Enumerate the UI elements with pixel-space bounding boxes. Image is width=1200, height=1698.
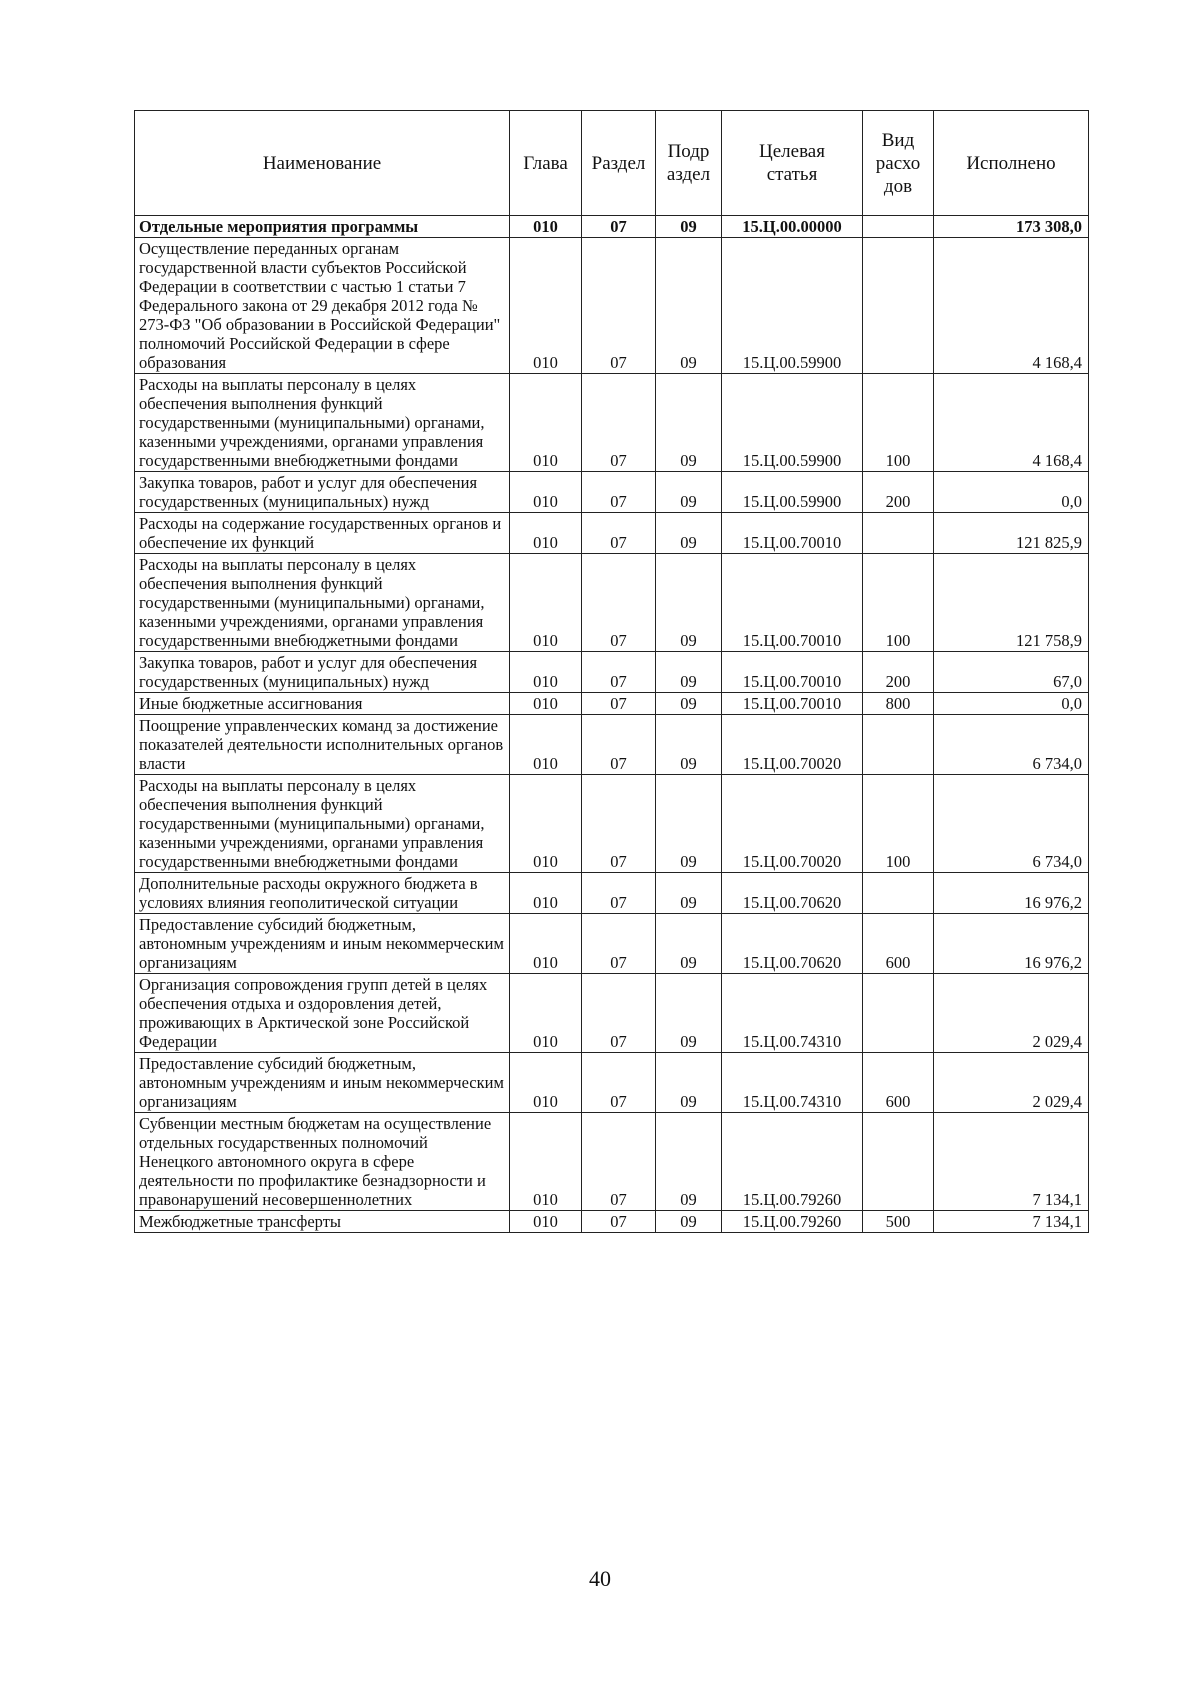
cell-subsection: 09 xyxy=(656,513,722,554)
cell-expense-type: 100 xyxy=(863,554,934,652)
header-name: Наименование xyxy=(135,111,510,216)
cell-section: 07 xyxy=(582,374,656,472)
cell-executed: 2 029,4 xyxy=(934,1053,1089,1113)
cell-target-article: 15.Ц.00.59900 xyxy=(722,374,863,472)
cell-target-article: 15.Ц.00.70010 xyxy=(722,554,863,652)
cell-chapter: 010 xyxy=(510,472,582,513)
cell-subsection: 09 xyxy=(656,1113,722,1211)
cell-section: 07 xyxy=(582,554,656,652)
table-row xyxy=(135,374,1089,472)
cell-target-article: 15.Ц.00.70010 xyxy=(722,513,863,554)
cell-name: Расходы на выплаты персоналу в целях обеспечения выполнения функций государственными (муниципальными) органами, казенными учреждениями, органами управления государственными внебюджетными фондами xyxy=(135,374,510,472)
cell-chapter: 010 xyxy=(510,715,582,775)
cell-expense-type: 600 xyxy=(863,914,934,974)
cell-subsection: 09 xyxy=(656,1053,722,1113)
cell-executed: 173 308,0 xyxy=(934,216,1089,238)
header-section: Раздел xyxy=(582,111,656,216)
cell-section: 07 xyxy=(582,238,656,374)
table-row xyxy=(135,873,1089,914)
cell-subsection: 09 xyxy=(656,472,722,513)
cell-subsection: 09 xyxy=(656,238,722,374)
cell-name: Межбюджетные трансферты xyxy=(135,1211,510,1233)
cell-expense-type: 200 xyxy=(863,472,934,513)
cell-chapter: 010 xyxy=(510,1211,582,1233)
cell-expense-type: 600 xyxy=(863,1053,934,1113)
cell-chapter: 010 xyxy=(510,554,582,652)
cell-chapter: 010 xyxy=(510,374,582,472)
cell-subsection: 09 xyxy=(656,1211,722,1233)
table-header-row xyxy=(135,111,1089,216)
cell-section: 07 xyxy=(582,873,656,914)
cell-subsection: 09 xyxy=(656,914,722,974)
cell-chapter: 010 xyxy=(510,775,582,873)
table-row xyxy=(135,554,1089,652)
cell-subsection: 09 xyxy=(656,775,722,873)
cell-expense-type: 100 xyxy=(863,775,934,873)
cell-executed: 121 758,9 xyxy=(934,554,1089,652)
cell-subsection: 09 xyxy=(656,693,722,715)
cell-name: Расходы на содержание государственных органов и обеспечение их функций xyxy=(135,513,510,554)
cell-name: Иные бюджетные ассигнования xyxy=(135,693,510,715)
table-row xyxy=(135,513,1089,554)
cell-target-article: 15.Ц.00.74310 xyxy=(722,974,863,1053)
cell-section: 07 xyxy=(582,513,656,554)
cell-section: 07 xyxy=(582,216,656,238)
cell-executed: 0,0 xyxy=(934,693,1089,715)
cell-name: Организация сопровождения групп детей в целях обеспечения отдыха и оздоровления детей, проживающих в Арктической зоне Российской Федерации xyxy=(135,974,510,1053)
cell-section: 07 xyxy=(582,693,656,715)
cell-expense-type xyxy=(863,216,934,238)
cell-target-article: 15.Ц.00.70010 xyxy=(722,693,863,715)
cell-executed: 121 825,9 xyxy=(934,513,1089,554)
header-expense-type: Вид расхо дов xyxy=(863,111,934,216)
table-row xyxy=(135,216,1089,238)
cell-expense-type xyxy=(863,513,934,554)
cell-section: 07 xyxy=(582,775,656,873)
cell-target-article: 15.Ц.00.74310 xyxy=(722,1053,863,1113)
cell-executed: 67,0 xyxy=(934,652,1089,693)
cell-target-article: 15.Ц.00.00000 xyxy=(722,216,863,238)
cell-name: Расходы на выплаты персоналу в целях обеспечения выполнения функций государственными (муниципальными) органами, казенными учреждениями, органами управления государственными внебюджетными фондами xyxy=(135,554,510,652)
header-subsection: Подр аздел xyxy=(656,111,722,216)
table-row xyxy=(135,1211,1089,1233)
budget-table xyxy=(134,110,1089,1233)
header-target-article: Целевая статья xyxy=(722,111,863,216)
table-row xyxy=(135,974,1089,1053)
cell-executed: 6 734,0 xyxy=(934,715,1089,775)
cell-chapter: 010 xyxy=(510,914,582,974)
cell-chapter: 010 xyxy=(510,1053,582,1113)
header-chapter: Глава xyxy=(510,111,582,216)
cell-chapter: 010 xyxy=(510,216,582,238)
cell-section: 07 xyxy=(582,472,656,513)
cell-section: 07 xyxy=(582,715,656,775)
cell-target-article: 15.Ц.00.70620 xyxy=(722,873,863,914)
cell-target-article: 15.Ц.00.70020 xyxy=(722,775,863,873)
table-row xyxy=(135,652,1089,693)
cell-name: Осуществление переданных органам государственной власти субъектов Российской Федерации в соответствии с частью 1 статьи 7 Федерального закона от 29 декабря 2012 года № 273-ФЗ "Об образовании в Российской Федерации" полномочий Российской Федерации в сфере образования xyxy=(135,238,510,374)
cell-name: Дополнительные расходы окружного бюджета в условиях влияния геополитической ситуации xyxy=(135,873,510,914)
cell-name: Предоставление субсидий бюджетным, автономным учреждениям и иным некоммерческим организациям xyxy=(135,1053,510,1113)
cell-section: 07 xyxy=(582,1113,656,1211)
budget-sheet xyxy=(134,110,1088,1233)
cell-expense-type xyxy=(863,715,934,775)
cell-executed: 16 976,2 xyxy=(934,914,1089,974)
cell-expense-type: 500 xyxy=(863,1211,934,1233)
cell-executed: 6 734,0 xyxy=(934,775,1089,873)
cell-name: Поощрение управленческих команд за достижение показателей деятельности исполнительных органов власти xyxy=(135,715,510,775)
page-number: 40 xyxy=(589,1566,611,1591)
cell-executed: 4 168,4 xyxy=(934,374,1089,472)
cell-expense-type xyxy=(863,1113,934,1211)
cell-subsection: 09 xyxy=(656,554,722,652)
cell-chapter: 010 xyxy=(510,652,582,693)
cell-name: Предоставление субсидий бюджетным, автономным учреждениям и иным некоммерческим организациям xyxy=(135,914,510,974)
cell-executed: 4 168,4 xyxy=(934,238,1089,374)
cell-expense-type: 100 xyxy=(863,374,934,472)
cell-section: 07 xyxy=(582,974,656,1053)
cell-expense-type xyxy=(863,873,934,914)
header-executed: Исполнено xyxy=(934,111,1089,216)
cell-expense-type: 200 xyxy=(863,652,934,693)
cell-subsection: 09 xyxy=(656,374,722,472)
cell-executed: 7 134,1 xyxy=(934,1211,1089,1233)
table-row xyxy=(135,914,1089,974)
cell-chapter: 010 xyxy=(510,238,582,374)
cell-chapter: 010 xyxy=(510,1113,582,1211)
cell-target-article: 15.Ц.00.59900 xyxy=(722,472,863,513)
table-body xyxy=(135,216,1089,1233)
cell-name: Отдельные мероприятия программы xyxy=(135,216,510,238)
cell-name: Субвенции местным бюджетам на осуществление отдельных государственных полномочий Ненецкого автономного округа в сфере деятельности по профилактике безнадзорности и правонарушений несовершеннолетних xyxy=(135,1113,510,1211)
cell-chapter: 010 xyxy=(510,873,582,914)
cell-chapter: 010 xyxy=(510,513,582,554)
cell-target-article: 15.Ц.00.70620 xyxy=(722,914,863,974)
cell-subsection: 09 xyxy=(656,974,722,1053)
cell-section: 07 xyxy=(582,1053,656,1113)
cell-executed: 2 029,4 xyxy=(934,974,1089,1053)
cell-section: 07 xyxy=(582,914,656,974)
cell-subsection: 09 xyxy=(656,652,722,693)
cell-subsection: 09 xyxy=(656,216,722,238)
cell-name: Закупка товаров, работ и услуг для обеспечения государственных (муниципальных) нужд xyxy=(135,652,510,693)
table-row xyxy=(135,775,1089,873)
cell-section: 07 xyxy=(582,652,656,693)
cell-subsection: 09 xyxy=(656,873,722,914)
cell-target-article: 15.Ц.00.59900 xyxy=(722,238,863,374)
cell-chapter: 010 xyxy=(510,693,582,715)
cell-expense-type: 800 xyxy=(863,693,934,715)
cell-chapter: 010 xyxy=(510,974,582,1053)
cell-target-article: 15.Ц.00.79260 xyxy=(722,1211,863,1233)
cell-expense-type xyxy=(863,238,934,374)
cell-expense-type xyxy=(863,974,934,1053)
cell-subsection: 09 xyxy=(656,715,722,775)
table-row xyxy=(135,472,1089,513)
cell-section: 07 xyxy=(582,1211,656,1233)
cell-target-article: 15.Ц.00.70020 xyxy=(722,715,863,775)
cell-executed: 16 976,2 xyxy=(934,873,1089,914)
cell-name: Закупка товаров, работ и услуг для обеспечения государственных (муниципальных) нужд xyxy=(135,472,510,513)
cell-executed: 0,0 xyxy=(934,472,1089,513)
table-row xyxy=(135,715,1089,775)
cell-target-article: 15.Ц.00.70010 xyxy=(722,652,863,693)
table-row xyxy=(135,238,1089,374)
cell-name: Расходы на выплаты персоналу в целях обеспечения выполнения функций государственными (муниципальными) органами, казенными учреждениями, органами управления государственными внебюджетными фондами xyxy=(135,775,510,873)
table-row xyxy=(135,1113,1089,1211)
table-row xyxy=(135,1053,1089,1113)
table-row xyxy=(135,693,1089,715)
cell-executed: 7 134,1 xyxy=(934,1113,1089,1211)
cell-target-article: 15.Ц.00.79260 xyxy=(722,1113,863,1211)
